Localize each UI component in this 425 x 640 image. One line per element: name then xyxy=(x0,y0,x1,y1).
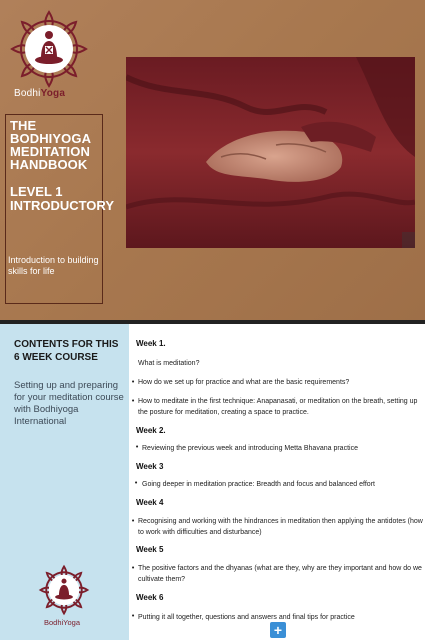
week-1-item-2: How do we set up for practice and what are the basic requirements? xyxy=(138,379,350,386)
contents-title: CONTENTS FOR THIS 6 WEEK COURSE xyxy=(14,339,119,363)
title-box xyxy=(5,114,114,304)
bullet-icon: • xyxy=(131,612,136,620)
week-4-heading: Week 4 xyxy=(136,498,164,507)
add-button[interactable]: + xyxy=(270,622,286,638)
week-4-item-1: Recognising and working with the hindrances in meditation then applying the antidotes (how to work with difficulties and disturbance) xyxy=(138,518,423,536)
sidebar-brand: BodhiYoga xyxy=(44,618,81,627)
bullet-icon: • xyxy=(131,517,136,525)
week-5-item-1: The positive factors and the dhyanas (what are they, why are they important and how do we cultivate them? xyxy=(138,565,422,583)
week-3-heading: Week 3 xyxy=(136,462,164,471)
intro-text: Introduction to building skills for life xyxy=(8,255,99,276)
bodhiyoga-logo-icon xyxy=(8,8,90,90)
week-1-heading: Week 1. xyxy=(136,339,166,348)
brand-name xyxy=(14,88,65,99)
week-2-heading: Week 2. xyxy=(136,426,166,435)
bullet-icon: • xyxy=(131,397,136,405)
week-1-item-1: What is meditation? xyxy=(138,360,200,367)
bodhiyoga-small-logo-icon xyxy=(38,564,90,616)
week-6-heading: Week 6 xyxy=(136,593,164,602)
bullet-icon: • xyxy=(131,564,136,572)
contents-sidebar xyxy=(0,324,129,640)
brand-prefix: Bodhi xyxy=(14,88,41,99)
week-6-item-1: Putting it all together, questions and answers and final tips for practice xyxy=(138,614,355,621)
handbook-title: THE BODHIYOGA MEDITATION HANDBOOK xyxy=(10,118,91,172)
week-1-item-3: How to meditate in the first technique: Anapanasati, or meditation on the breath, setting up the posture for meditation, creating a space to practice. xyxy=(138,398,418,416)
bullet-icon: • xyxy=(134,479,139,487)
brand-suffix: Yoga xyxy=(40,88,66,99)
contents-description: Setting up and preparing for your meditation course with Bodhiyoga International xyxy=(14,380,124,427)
week-3-item-1: Going deeper in meditation practice: Breadth and focus and balanced effort xyxy=(142,481,375,488)
bullet-icon: • xyxy=(135,443,140,451)
bullet-icon: • xyxy=(131,378,136,386)
level-title: LEVEL 1 INTRODUCTORY xyxy=(10,184,114,213)
week-2-item-1: Reviewing the previous week and introducing Metta Bhavana practice xyxy=(142,445,358,452)
meditation-hands-photo xyxy=(126,57,415,248)
week-5-heading: Week 5 xyxy=(136,545,164,554)
weekly-contents xyxy=(130,324,425,640)
